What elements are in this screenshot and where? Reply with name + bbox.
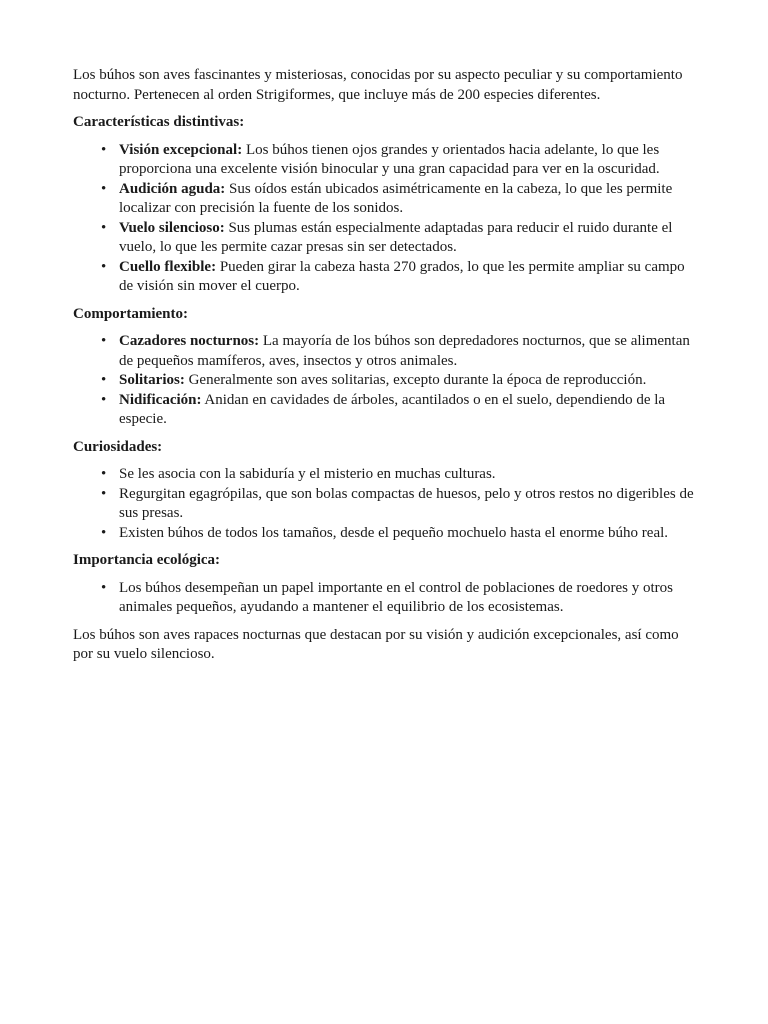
bullet-icon: • xyxy=(101,524,107,541)
bullet-list xyxy=(73,579,699,618)
bullet-icon: • xyxy=(101,372,107,388)
list-item xyxy=(101,141,699,180)
item-text: Sus plumas están especialmente adaptadas para reducir el ruido durante el vuelo, lo que les permite cazar presas sin ser detectados. xyxy=(119,219,673,255)
item-text: Anidan en cavidades de árboles, acantilados o en el suelo, dependiendo de la especie. xyxy=(119,391,666,427)
list-item xyxy=(101,524,699,544)
item-text: Los búhos tienen ojos grandes y orientados hacia adelante, lo que les proporciona una excelente visión binocular y una gran capacidad para ver en la oscuridad. xyxy=(119,141,660,177)
bullet-icon: • xyxy=(101,333,107,349)
bullet-icon: • xyxy=(101,391,107,408)
item-term: Visión excepcional: xyxy=(119,141,243,158)
item-term: Vuelo silencioso: xyxy=(119,219,225,236)
bullet-icon: • xyxy=(101,258,107,275)
bullet-icon: • xyxy=(101,485,107,502)
item-term: Nidificación: xyxy=(119,391,202,408)
item-text: Existen búhos de todos los tamaños, desde el pequeño mochuelo hasta el enorme búho real. xyxy=(119,524,669,541)
section-heading: Características distintivas: xyxy=(73,114,245,130)
item-term: Solitarios: xyxy=(119,372,185,388)
item-text: Generalmente son aves solitarias, excepto durante la época de reproducción. xyxy=(184,372,647,388)
list-item xyxy=(101,485,699,524)
item-text: Pueden girar la cabeza hasta 270 grados, lo que les permite ampliar su campo de visión sin mover el cuerpo. xyxy=(119,258,685,294)
list-item xyxy=(101,391,699,430)
item-text: La mayoría de los búhos son depredadores nocturnos, que se alimentan de pequeños mamíferos, aves, insectos y otros animales. xyxy=(119,333,690,369)
item-text: Sus oídos están ubicados asimétricamente en la cabeza, lo que les permite localizar con precisión la fuente de los sonidos. xyxy=(119,180,673,216)
bullet-icon: • xyxy=(101,579,107,596)
bullet-icon: • xyxy=(101,219,107,236)
bullet-icon: • xyxy=(101,466,107,482)
document-page xyxy=(73,66,699,673)
item-text: Se les asocia con la sabiduría y el misterio en muchas culturas. xyxy=(119,466,496,482)
list-item xyxy=(101,180,699,219)
section-heading: Curiosidades: xyxy=(73,438,163,455)
bullet-list xyxy=(73,141,699,297)
conclusion-paragraph: Los búhos son aves rapaces nocturnas que destacan por su visión y audición excepcionales, así como por su vuelo silencioso. xyxy=(73,626,679,662)
list-item xyxy=(101,371,699,391)
section-importancia xyxy=(73,551,699,618)
list-item xyxy=(101,465,699,485)
list-item xyxy=(101,258,699,297)
item-text: Los búhos desempeñan un papel importante en el control de poblaciones de roedores y otros animales pequeños, ayudando a mantener el equilibrio de los ecosistemas. xyxy=(119,579,674,615)
section-comportamiento xyxy=(73,305,699,430)
section-caracteristicas xyxy=(73,113,699,297)
item-term: Cazadores nocturnos: xyxy=(119,333,260,349)
section-heading: Importancia ecológica: xyxy=(73,552,221,568)
item-text: Regurgitan egagrópilas, que son bolas compactas de huesos, pelo y otros restos no digeribles de sus presas. xyxy=(119,485,694,521)
item-term: Cuello flexible: xyxy=(119,258,217,275)
item-term: Audición aguda: xyxy=(119,180,226,197)
list-item xyxy=(101,332,699,371)
section-curiosidades xyxy=(73,438,699,544)
bullet-list xyxy=(73,465,699,543)
bullet-list xyxy=(73,332,699,430)
section-heading: Comportamiento: xyxy=(73,305,188,322)
bullet-icon: • xyxy=(101,141,107,158)
list-item xyxy=(101,579,699,618)
list-item xyxy=(101,219,699,258)
intro-paragraph: Los búhos son aves fascinantes y misteriosas, conocidas por su aspecto peculiar y su comportamiento nocturno. Pertenecen al orden Strigiformes, que incluye más de 200 especies diferentes. xyxy=(73,67,683,103)
bullet-icon: • xyxy=(101,180,107,197)
